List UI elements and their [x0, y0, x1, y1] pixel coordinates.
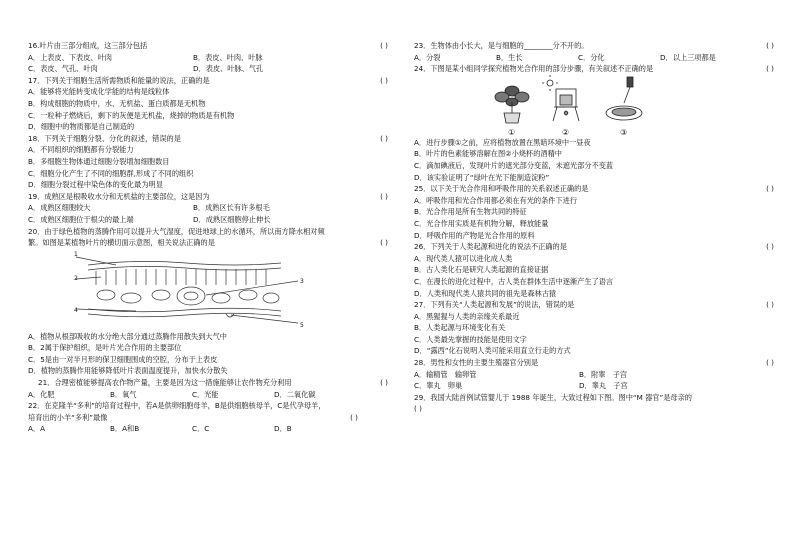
answer-bracket: ( ): [350, 412, 358, 422]
option-a: A．分裂: [414, 52, 441, 62]
option-b: B．附睾 子宫: [579, 369, 628, 379]
question-22: 22．在克隆羊“多利”的培育过程中，若A是供卵细胞母羊，B是供细胞核母羊，C是代孕母羊，: [28, 401, 326, 411]
option-b: B．表皮、叶肉、叶脉: [193, 52, 263, 62]
answer-bracket: ( ): [380, 238, 388, 248]
option-a: A．黑猩猩与人类的亲缘关系最近: [414, 311, 520, 321]
question-18: 18．下列关于细胞分裂、分化的叙述，错误的是 ( ): [28, 133, 388, 143]
option-d: D．“露西”化石说明人类可能采用直立行走的方式: [414, 346, 571, 356]
question-25: 25．以下关于光合作用和呼吸作用的关系叙述正确的是 ( ): [414, 184, 774, 194]
answer-bracket: ( ): [380, 133, 388, 143]
figure-label: 3: [300, 277, 304, 285]
options-row: [28, 389, 388, 401]
option-c: C．人类最先掌握的技能是使用文字: [414, 334, 527, 344]
option-d: D．呼吸作用的产物是光合作用的原料: [414, 230, 535, 240]
option-a: A．A: [28, 424, 46, 434]
answer-bracket: ( ): [380, 378, 388, 388]
option-d: D．以上三项都是: [660, 52, 716, 62]
option-b: B．氧气: [110, 389, 137, 399]
option-d: D．该实验证明了“绿叶在光下能制造淀粉”: [414, 172, 550, 182]
answer-bracket: ( ): [766, 41, 774, 50]
photosynthesis-steps-diagram: [484, 75, 684, 137]
option-a: A．输精管 输卵管: [414, 369, 477, 379]
figure-label: ②: [562, 127, 570, 137]
question-27: 27．下列有关“人类起源和发展”的说法，错误的是 ( ): [414, 300, 774, 310]
option-b: B．人类起源与环境变化有关: [414, 323, 506, 333]
option-c: C．光合作用实质是有机物分解，释放能量: [414, 218, 549, 228]
option-c: C．睾丸 卵巢: [414, 381, 463, 391]
figure-label: 2: [74, 274, 78, 282]
option-c: C．一粒种子燃烧后，剩下的灰便是无机盐，烧掉的物质是有机物: [28, 110, 235, 120]
option-d: D．人类和现代类人猿共同的祖先是森林古猿: [414, 288, 557, 298]
options-row: [28, 52, 388, 64]
option-a: A．呼吸作用和光合作用都必须在有光的条件下进行: [414, 195, 578, 205]
question-17: 17．下列关于细胞生活所需物质和能量的说法，正确的是 ( ): [28, 75, 388, 85]
option-a: A．现代类人猿可以进化成人类: [414, 253, 513, 263]
answer-bracket: ( ): [380, 191, 388, 201]
answer-bracket: ( ): [414, 404, 422, 414]
option-b: B．多细胞生物体通过细胞分裂增加细胞数目: [28, 156, 170, 166]
answer-bracket: ( ): [766, 242, 774, 252]
option-a: A．进行步骤①之前，应将植物放置在黑暗环境中一昼夜: [414, 137, 591, 147]
answer-bracket: ( ): [766, 64, 774, 74]
figure-label: 4: [74, 306, 78, 314]
figure-label: 5: [300, 321, 304, 329]
option-b: B．成熟区长有许多根毛: [193, 203, 270, 213]
option-d: D．表皮、叶脉、气孔: [193, 64, 264, 74]
option-b: B．光合作用是所有生物共同的特征: [414, 207, 527, 217]
question-20: 20．由于绿色植物的蒸腾作用可以提升大气湿度，促进地球上的水循环，所以南方降水相对频: [28, 226, 325, 236]
option-c: C．在漫长的进化过程中，古人类在群体生活中逐渐产生了语言: [414, 276, 614, 286]
option-c: C．C: [192, 424, 210, 434]
answer-bracket: ( ): [380, 41, 388, 50]
figure-label: ①: [508, 127, 516, 137]
options-row: [28, 423, 388, 435]
option-a: A．化肥: [28, 389, 55, 399]
answer-bracket: ( ): [380, 75, 388, 85]
option-b: B．生长: [496, 52, 523, 62]
option-a: A．能够将光能转变成化学能的结构是线粒体: [28, 87, 170, 97]
option-d: D．二氧化碳: [274, 389, 316, 399]
left-column: [28, 40, 388, 435]
question-29: 29．我国大陆首例试管婴儿于 1988 年诞生，大致过程如下图。图中“M 器官”是母亲的: [414, 392, 692, 402]
option-c: C．光能: [192, 389, 219, 399]
question-29-bracket: [414, 403, 774, 415]
option-c: C．成熟区细胞位于根尖的最上端: [28, 214, 134, 224]
question-28: 28．男性和女性的主要生殖器官分别是 ( ): [414, 358, 774, 368]
option-a: A．上表皮、下表皮、叶肉: [28, 52, 112, 62]
question-22-cont: 培育出的小羊“多利”最像 ( ): [28, 412, 358, 422]
option-b: B．古人类化石是研究人类起源的直接证据: [414, 265, 549, 275]
figure-label: 1: [74, 250, 78, 258]
answer-bracket: ( ): [766, 358, 774, 368]
option-b: B．叶片的色素能够溶解在图②小烧杯的酒精中: [414, 149, 562, 159]
option-d: D．细胞分裂过程中染色体的变化最为明显: [28, 180, 163, 190]
option-d: D．B: [274, 424, 292, 434]
option-a: A．植物从根部吸收的水分绝大部分通过蒸腾作用散失到大气中: [28, 331, 227, 341]
options-row: [414, 369, 774, 381]
option-d: D．睾丸 子宫: [579, 381, 628, 391]
answer-bracket: ( ): [766, 300, 774, 310]
question-16: 16.叶片由三部分组成，这三部分包括 ( ): [28, 41, 388, 50]
option-b: B．A和B: [110, 424, 140, 434]
question-26: 26．下列关于人类起源和进化的说法不正确的是 ( ): [414, 242, 774, 252]
photosynthesis-steps-figure: [414, 75, 774, 137]
option-c: C．细胞分化产生了不同的细胞群,形成了不同的组织: [28, 168, 194, 178]
question-19: 19．成熟区是根吸收水分和无机盐的主要部位，这是因为 ( ): [28, 191, 388, 201]
option-b: B．构成细胞的物质中，水、无机盐、蛋白质都是无机物: [28, 98, 206, 108]
right-column: [414, 40, 774, 415]
options-row: [28, 214, 388, 226]
answer-bracket: ( ): [766, 184, 774, 194]
question-24: 24．下图是某小组同学探究植物光合作用的部分步骤，有关叙述不正确的是 ( ): [414, 64, 774, 74]
leaf-cross-section-diagram: [76, 251, 306, 329]
option-c: C．分化: [578, 52, 605, 62]
option-d: D．植物的蒸腾作用能够降低叶片表面温度提升，加快水分散失: [28, 366, 228, 376]
option-a: A．成熟区细胞较大: [28, 203, 91, 213]
question-23: 23．生物体由小长大，是与细胞的________分不开的。 ( ): [414, 41, 774, 50]
options-row: [414, 52, 774, 64]
option-d: D．细胞中的物质都是自己制造的: [28, 122, 135, 132]
options-row: [414, 380, 774, 392]
option-c: C．滴加碘液后，发现叶片的遮光部分变蓝，未遮光部分不变蓝: [414, 160, 614, 170]
question-21: 21．合理密植能够提高农作物产量，主要是因为这一措施能够让农作物充分利用 ( ): [38, 378, 388, 388]
options-row: [28, 202, 388, 214]
question-20-cont: 繁。如图是某植物叶片的横切面示意图，相关说法正确的是 ( ): [28, 238, 388, 248]
options-row: [28, 63, 388, 75]
leaf-cross-section-figure: [28, 251, 388, 329]
option-a: A．不同组织的细胞都有分裂能力: [28, 145, 134, 155]
option-c: C．表皮、气孔、叶肉: [28, 64, 98, 74]
option-b: B．2属于保护组织，是叶片光合作用的主要部位: [28, 343, 182, 353]
option-c: C．5是由一对半月形的保卫细胞围成的空腔，分布于上表皮: [28, 354, 218, 364]
option-d: D．成熟区细胞停止伸长: [193, 214, 271, 224]
figure-label: ③: [620, 127, 628, 137]
